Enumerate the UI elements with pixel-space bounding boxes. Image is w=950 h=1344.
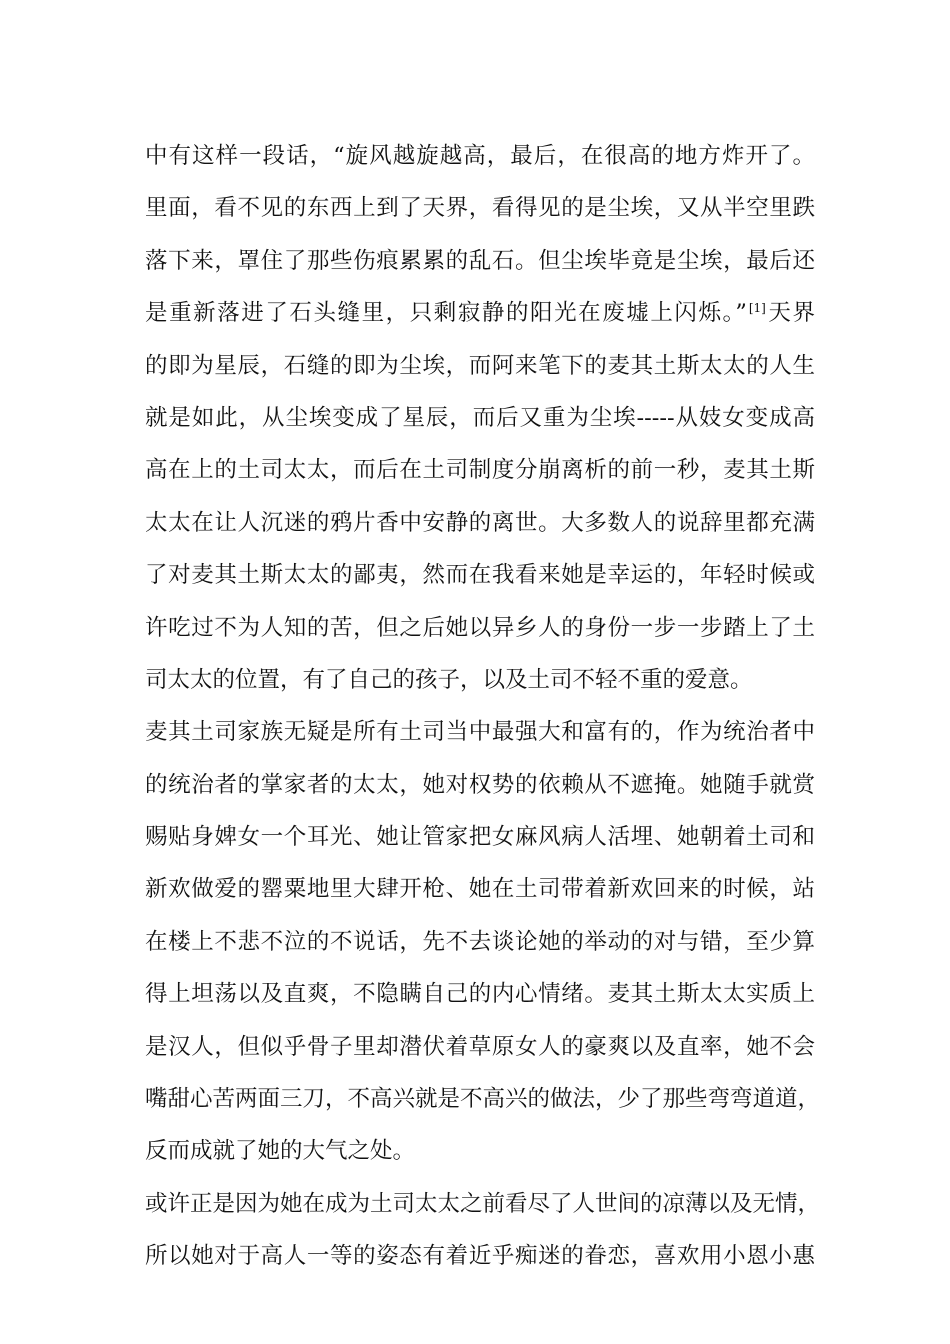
text-line-content: 的统治者的掌家者的太太，她对权势的依赖从不遮掩。她随手就赏	[145, 771, 815, 798]
text-line	[145, 340, 815, 392]
text-line-content: 就是如此，从尘埃变成了星辰，而后又重为尘埃-----从妓女变成高	[145, 404, 815, 431]
text-line-content: 的即为星辰，石缝的即为尘埃，而阿来笔下的麦其土斯太太的人生	[145, 352, 815, 379]
paragraph-end-line	[145, 654, 815, 706]
footnote-reference[interactable]: [1]	[748, 300, 766, 315]
text-line	[145, 968, 815, 1020]
text-line-content: 新欢做爱的罂粟地里大肆开枪、她在土司带着新欢回来的时候，站	[145, 876, 815, 903]
text-line-content: 司太太的位置，有了自己的孩子，以及土司不轻不重的爱意。	[145, 666, 753, 693]
text-line	[145, 863, 815, 915]
text-line-content: 赐贴身婢女一个耳光、她让管家把女麻风病人活埋、她朝着土司和	[145, 824, 815, 851]
text-line	[145, 916, 815, 968]
text-line-content: 中有这样一段话，“旋风越旋越高，最后，在很高的地方炸开了。	[145, 143, 815, 169]
text-line	[145, 1021, 815, 1073]
text-line-content: 里面，看不见的东西上到了天界，看得见的是尘埃，又从半空里跌	[145, 195, 815, 222]
paragraph-end-line	[145, 1125, 815, 1177]
text-line-content: 许吃过不为人知的苦，但之后她以异乡人的身份一步一步踏上了土	[145, 614, 815, 641]
text-line	[145, 1230, 815, 1282]
text-line-content: 太太在让人沉迷的鸦片香中安静的离世。大多数人的说辞里都充满	[145, 509, 815, 536]
text-line	[145, 706, 815, 758]
text-line-content: 得上坦荡以及直爽，不隐瞒自己的内心情绪。麦其土斯太太实质上	[145, 981, 815, 1008]
text-line-content: 是汉人，但似乎骨子里却潜伏着草原女人的豪爽以及直率，她不会	[145, 1033, 815, 1060]
text-line-content: 或许正是因为她在成为土司太太之前看尽了人世间的凉薄以及无情，	[145, 1190, 821, 1217]
text-line	[145, 235, 815, 287]
text-line-with-footnote	[145, 287, 815, 339]
text-line	[145, 811, 815, 863]
text-line-content: 所以她对于高人一等的姿态有着近乎痴迷的眷恋，喜欢用小恩小惠	[145, 1243, 815, 1270]
essay-body	[145, 130, 821, 1283]
text-line-content: 天界	[766, 300, 815, 327]
text-line	[145, 497, 815, 549]
text-line-content: 嘴甜心苦两面三刀，不高兴就是不高兴的做法，少了那些弯弯道道，	[145, 1086, 821, 1113]
text-line-content: 反而成就了她的大气之处。	[145, 1138, 416, 1165]
text-line	[145, 549, 815, 601]
text-line	[145, 444, 815, 496]
text-line-content: 落下来，罩住了那些伤痕累累的乱石。但尘埃毕竟是尘埃，最后还	[145, 247, 815, 274]
text-line	[145, 759, 815, 811]
text-line	[145, 182, 815, 234]
text-line-content: 是重新落进了石头缝里，只剩寂静的阳光在废墟上闪烁。”	[145, 300, 747, 327]
text-line-content: 在楼上不悲不泣的不说话，先不去谈论她的举动的对与错，至少算	[145, 928, 815, 955]
text-line-content: 了对麦其土斯太太的鄙夷，然而在我看来她是幸运的，年轻时候或	[145, 562, 815, 589]
text-line-content: 麦其土司家族无疑是所有土司当中最强大和富有的，作为统治者中	[145, 719, 815, 746]
text-line	[145, 1073, 821, 1125]
text-line	[145, 1178, 821, 1230]
text-line-content: 高在上的土司太太，而后在土司制度分崩离析的前一秒，麦其土斯	[145, 457, 815, 484]
text-line	[145, 602, 815, 654]
text-line	[145, 392, 815, 444]
text-line	[145, 130, 815, 182]
